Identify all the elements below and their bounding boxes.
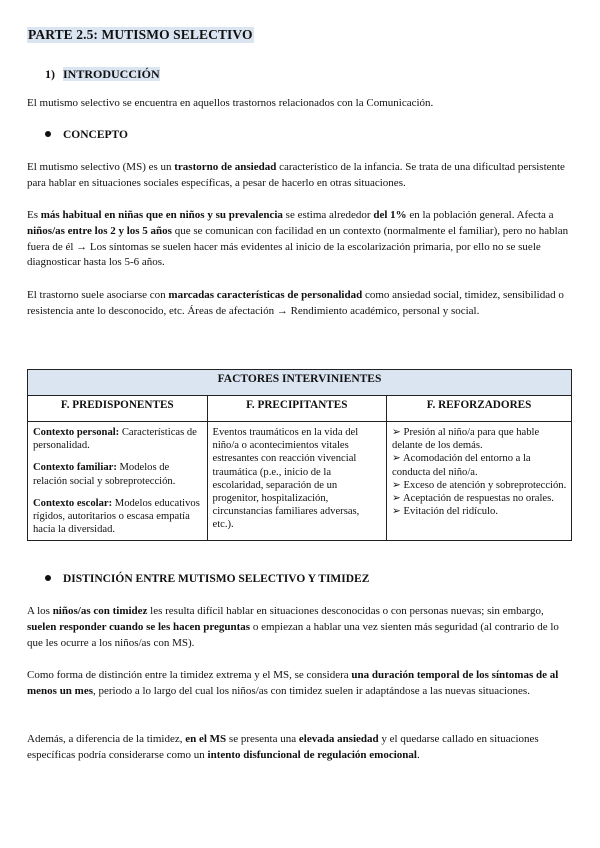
section-heading-introduccion [45, 67, 160, 82]
table-header: FACTORES INTERVINIENTES [28, 370, 572, 396]
text-run: se presenta una [226, 733, 299, 745]
text-run: El mutismo selectivo (MS) es un [27, 161, 175, 173]
contexto-text: Modelos educativos rígidos, autoritarios o escasa empatía hacia la diversidad. [33, 497, 200, 536]
bullet-icon [45, 131, 51, 137]
text-bold: una duración temporal de los síntomas de al menos un mes [27, 669, 559, 697]
text-bold: del 1% [373, 209, 407, 221]
reforzador-item: ➢ Exceso de atención y sobreprotección. [392, 479, 567, 491]
contexto-label: Contexto escolar: [33, 497, 113, 509]
column-header-reforzadores: F. REFORZADORES [387, 396, 572, 422]
concepto-paragraph-1 [27, 160, 575, 192]
column-header-predisponentes: F. PREDISPONENTES [28, 396, 208, 422]
text-run: en la población general. Afecta a [406, 209, 554, 221]
bullet-label: CONCEPTO [63, 129, 128, 141]
concepto-paragraph-2 [27, 208, 575, 271]
text-bold: marcadas características de personalidad [168, 289, 363, 301]
page-title: PARTE 2.5: MUTISMO SELECTIVO [28, 27, 253, 42]
distincion-paragraph-1 [27, 604, 575, 651]
text-bold: más habitual en niñas que en niños y su prevalencia [40, 209, 283, 221]
text-run: , periodo a lo largo del cual los niños/as con timidez suelen ir adaptándose a las nuevas situaciones. [93, 684, 530, 697]
text-run: se estima alrededor [282, 209, 374, 221]
text-bold: trastorno de ansiedad [174, 161, 277, 173]
text-run: que se comunican con facilidad en un contexto (normalmente el familiar), pero no hablan fuera de él → Los síntomas se suelen hacer más evidentes al inicio de la escolarización primaria, por ello no se suele diagnosticar hasta los 5-6 años. [27, 224, 569, 269]
reforzador-item: ➢ Aceptación de respuestas no orales. [392, 493, 554, 505]
bullet-icon [45, 575, 51, 581]
text-run: como ansiedad social, timidez, sensibilidad o resistencia ante lo desconocido, etc. Áreas de afectación → Rendimiento académico, personal y social. [27, 289, 564, 317]
intro-paragraph: El mutismo selectivo se encuentra en aquellos trastornos relacionados con la Comunicación. [27, 97, 434, 109]
cell-precipitantes: Eventos traumáticos en la vida del niño/a o acontecimientos vitales estresantes con reacción vivencial traumática (p.e., inicio de la escolaridad, separación de un progenitor, hospitalización, circunstancias familiares adversas, etc.). [207, 422, 387, 541]
text-bold: niños/as con timidez [52, 605, 148, 617]
bullet-label: DISTINCIÓN ENTRE MUTISMO SELECTIVO Y TIMIDEZ [63, 573, 370, 585]
reforzador-item: ➢ Acomodación del entorno a la conducta del niño/a. [392, 453, 531, 478]
text-run: . [416, 748, 420, 761]
text-run: característico de la infancia. Se trata de una dificultad persistente para hablar en situaciones sociales específicas, a pesar de hacerlo en otras situaciones. [27, 161, 565, 189]
bullet-distincion [45, 573, 369, 585]
text-bold: suelen responder cuando se les hacen preguntas [27, 620, 251, 633]
distincion-paragraph-2 [27, 668, 575, 700]
text-bold: elevada ansiedad [298, 733, 379, 745]
contexto-familiar [33, 461, 203, 487]
text-run: Es [27, 209, 41, 221]
contexto-personal [33, 426, 203, 452]
text-run: A los [27, 605, 53, 617]
contexto-label: Contexto familiar: [33, 462, 117, 474]
text-run: El trastorno suele asociarse con [27, 289, 169, 301]
contexto-text: Características de personalidad. [33, 427, 197, 452]
contexto-escolar [33, 497, 203, 537]
reforzador-item: ➢ Evitación del ridículo. [392, 506, 498, 518]
text-run: Como forma de distinción entre la timidez extrema y el MS, se considera [27, 669, 352, 681]
text-bold: intento disfuncional de regulación emocional [207, 748, 417, 761]
cell-predisponentes [28, 422, 208, 541]
section-label: INTRODUCCIÓN [63, 67, 160, 81]
concepto-paragraph-3 [27, 288, 575, 320]
contexto-text: Modelos de relación social y sobreprotección. [33, 462, 176, 487]
text-bold: niños/as entre los 2 y los 5 años [27, 224, 172, 237]
bullet-concepto [45, 129, 128, 141]
cell-reforzadores [387, 422, 572, 541]
factores-table [27, 369, 572, 541]
text-run: o empiezan a hablar una vez sienten más seguridad (al contrario de lo que les ocurre a los niños/as con MS). [27, 620, 559, 649]
text-bold: en el MS [185, 733, 227, 745]
text-run: y el quedarse callado en situaciones específicas podría considerarse como un [27, 733, 539, 761]
column-header-precipitantes: F. PRECIPITANTES [207, 396, 387, 422]
section-number: 1) [45, 67, 55, 81]
text-run: Además, a diferencia de la timidez, [27, 733, 186, 745]
contexto-label: Contexto personal: [33, 427, 120, 438]
reforzador-item: ➢ Presión al niño/a para que hable delante de los demás. [392, 427, 540, 452]
text-run: les resulta difícil hablar en situaciones desconocidas o con personas nuevas; sin embargo, [147, 605, 544, 617]
distincion-paragraph-3 [27, 732, 575, 764]
